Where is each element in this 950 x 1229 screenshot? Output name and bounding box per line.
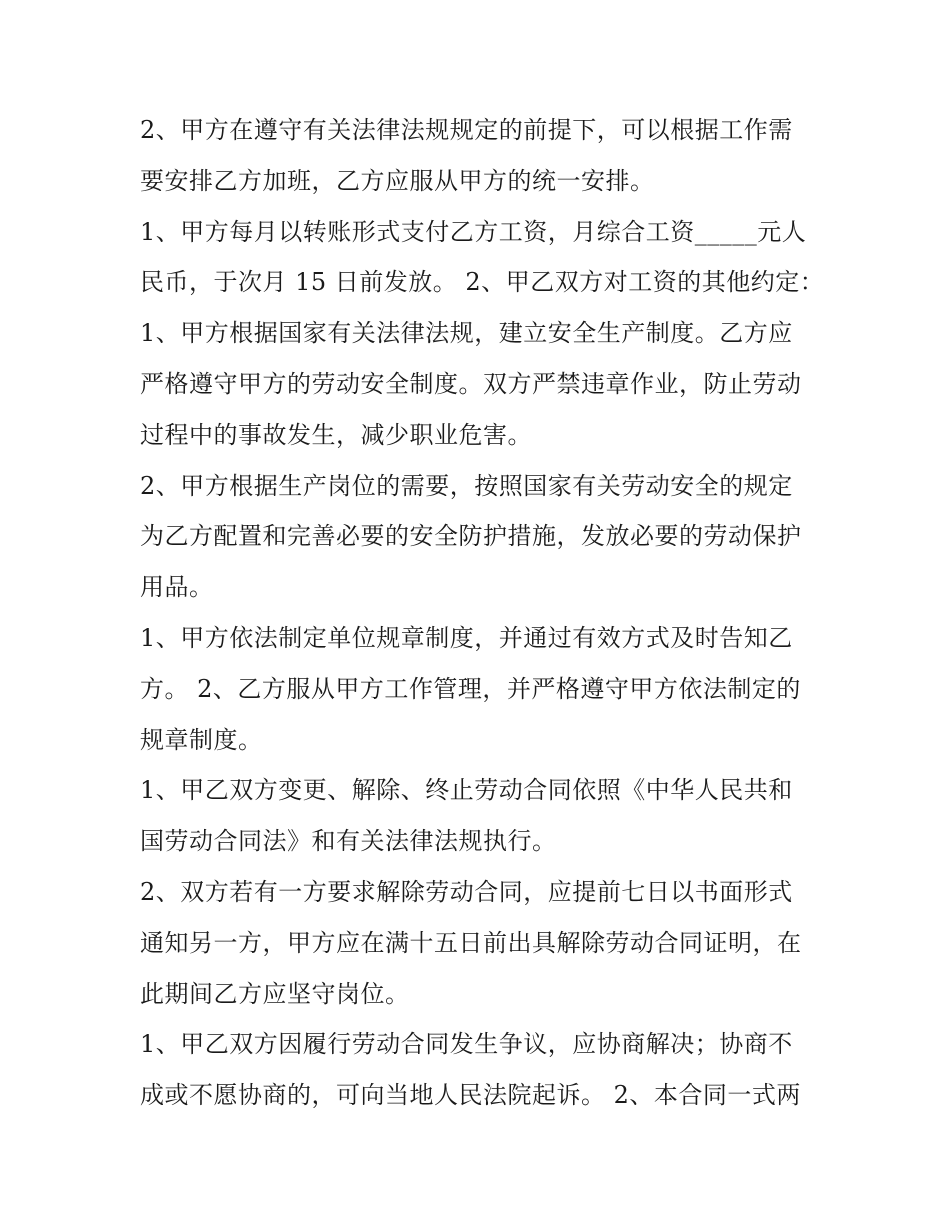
text-line: 1、甲方每月以转账形式支付乙方工资，月综合工资_____元人 (140, 217, 807, 246)
text-line: 国劳动合同法》和有关法律法规执行。 (140, 827, 557, 856)
text-line: 民币，于次月 15 日前发放。 2、甲乙双方对工资的其他约定： (140, 268, 825, 297)
contract-body (140, 105, 830, 1121)
text-line: 1、甲方依法制定单位规章制度，并通过有效方式及时告知乙 (140, 623, 793, 652)
text-line: 成或不愿协商的，可向当地人民法院起诉。 2、本合同一式两 (140, 1081, 801, 1110)
text-line: 规章制度。 (140, 725, 263, 754)
text-line: 严格遵守甲方的劳动安全制度。双方严禁违章作业，防止劳动 (140, 369, 802, 398)
text-line: 通知另一方，甲方应在满十五日前出具解除劳动合同证明，在 (140, 928, 802, 957)
text-line: 方。 2、乙方服从甲方工作管理，并严格遵守甲方依法制定的 (140, 674, 801, 703)
text-line: 为乙方配置和完善必要的安全防护措施，发放必要的劳动保护 (140, 522, 802, 551)
text-line: 2、甲方在遵守有关法律法规规定的前提下，可以根据工作需 (140, 116, 793, 144)
text-line: 1、甲乙双方变更、解除、终止劳动合同依照《中华人民共和 (140, 776, 793, 805)
text-line: 此期间乙方应坚守岗位。 (140, 979, 410, 1008)
text-line: 过程中的事故发生，减少职业危害。 (140, 420, 532, 449)
text-line: 1、甲乙双方因履行劳动合同发生争议，应协商解决；协商不 (140, 1030, 793, 1059)
text-line: 2、双方若有一方要求解除劳动合同，应提前七日以书面形式 (140, 877, 793, 906)
text-line: 要安排乙方加班，乙方应服从甲方的统一安排。 (140, 166, 655, 195)
text-line: 1、甲方根据国家有关法律法规，建立安全生产制度。乙方应 (140, 319, 793, 348)
text-line: 用品。 (140, 573, 214, 602)
text-line: 2、甲方根据生产岗位的需要，按照国家有关劳动安全的规定 (140, 471, 793, 500)
